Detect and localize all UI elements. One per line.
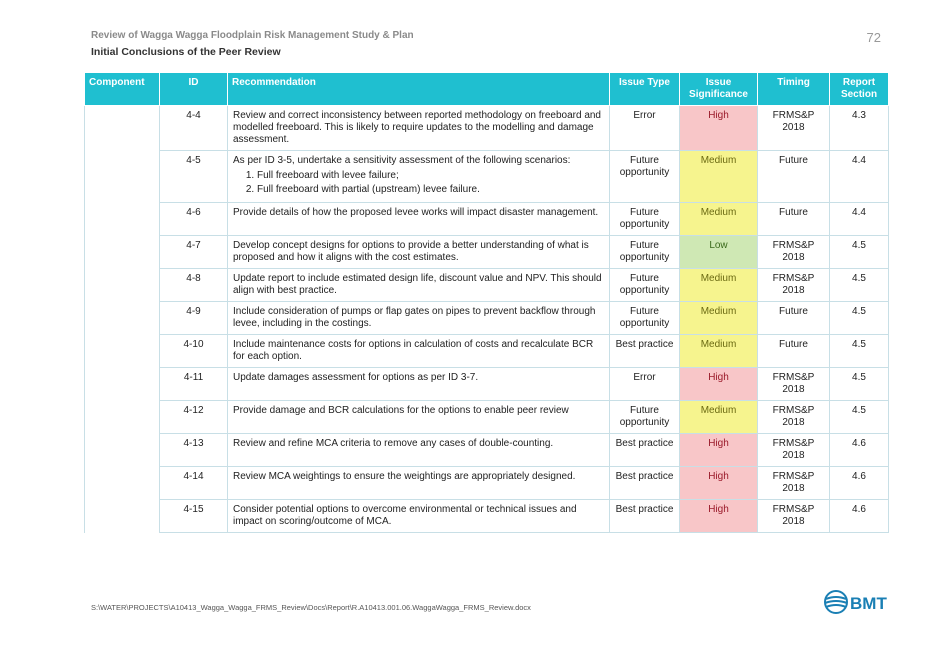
issue-type-cell: Future opportunity: [610, 151, 680, 203]
report-section-cell: 4.5: [830, 269, 889, 302]
timing-cell: FRMS&P 2018: [758, 500, 830, 533]
significance-badge: Medium: [680, 151, 758, 203]
logo-text: BMT: [850, 594, 887, 613]
recommendation-cell: [228, 236, 610, 269]
timing-cell: FRMS&P 2018: [758, 368, 830, 401]
recommendation-text: Provide details of how the proposed levee works will impact disaster management.: [233, 207, 599, 218]
id-cell: 4-10: [160, 335, 228, 368]
recommendation-cell: [228, 151, 610, 203]
report-section-cell: 4.5: [830, 302, 889, 335]
table-row: [85, 335, 889, 368]
table-row: [85, 236, 889, 269]
recommendation-cell: [228, 401, 610, 434]
timing-cell: FRMS&P 2018: [758, 269, 830, 302]
column-header-timing: Timing: [758, 73, 830, 106]
significance-badge: Medium: [680, 401, 758, 434]
recommendation-cell: [228, 106, 610, 151]
report-section-cell: 4.6: [830, 434, 889, 467]
recommendation-text: Review MCA weightings to ensure the weightings are appropriately designed.: [233, 471, 576, 482]
timing-cell: FRMS&P 2018: [758, 236, 830, 269]
recommendation-cell: [228, 335, 610, 368]
id-cell: 4-15: [160, 500, 228, 533]
significance-badge: High: [680, 434, 758, 467]
column-header-component: Component: [85, 73, 160, 106]
timing-cell: Future: [758, 302, 830, 335]
report-section-cell: 4.5: [830, 401, 889, 434]
list-item: 1. Full freeboard with levee failure;: [257, 170, 603, 182]
recommendation-cell: [228, 434, 610, 467]
recommendation-cell: [228, 368, 610, 401]
component-cell: [85, 335, 160, 368]
table-header-row: [85, 73, 889, 106]
timing-cell: Future: [758, 335, 830, 368]
report-section-cell: 4.4: [830, 151, 889, 203]
page-number: 72: [866, 30, 881, 45]
report-section-cell: 4.5: [830, 236, 889, 269]
section-subtitle: Initial Conclusions of the Peer Review: [91, 46, 281, 58]
component-cell: [85, 106, 160, 151]
id-cell: 4-11: [160, 368, 228, 401]
report-section-cell: 4.4: [830, 203, 889, 236]
table-row: [85, 302, 889, 335]
bmt-logo: [823, 589, 893, 617]
component-cell: [85, 368, 160, 401]
document-header-title: Review of Wagga Wagga Floodplain Risk Management Study & Plan: [91, 30, 414, 41]
report-section-cell: 4.6: [830, 500, 889, 533]
component-cell: [85, 151, 160, 203]
report-section-cell: 4.5: [830, 368, 889, 401]
globe-icon: [823, 589, 849, 615]
issue-type-cell: Best practice: [610, 500, 680, 533]
issue-type-cell: Future opportunity: [610, 236, 680, 269]
recommendation-text: Update damages assessment for options as per ID 3-7.: [233, 372, 479, 383]
table-row: [85, 434, 889, 467]
table-row: [85, 401, 889, 434]
recommendation-text: Include maintenance costs for options in calculation of costs and recalculate BCR for each option.: [233, 339, 594, 362]
component-cell: [85, 302, 160, 335]
id-cell: 4-12: [160, 401, 228, 434]
issue-type-cell: Future opportunity: [610, 401, 680, 434]
issue-type-cell: Error: [610, 368, 680, 401]
significance-badge: Medium: [680, 335, 758, 368]
recommendation-text: Include consideration of pumps or flap gates on pipes to prevent backflow through levee, including in the costings.: [233, 306, 596, 329]
significance-badge: Medium: [680, 302, 758, 335]
issue-type-cell: Future opportunity: [610, 302, 680, 335]
issue-type-cell: Future opportunity: [610, 269, 680, 302]
issue-type-cell: Best practice: [610, 434, 680, 467]
report-section-cell: 4.6: [830, 467, 889, 500]
id-cell: 4-5: [160, 151, 228, 203]
significance-badge: High: [680, 467, 758, 500]
component-cell: [85, 467, 160, 500]
component-cell: [85, 269, 160, 302]
component-cell: [85, 203, 160, 236]
component-cell: [85, 500, 160, 533]
significance-badge: High: [680, 500, 758, 533]
table-row: [85, 203, 889, 236]
component-cell: [85, 236, 160, 269]
recommendation-cell: [228, 269, 610, 302]
recommendation-cell: [228, 467, 610, 500]
significance-badge: High: [680, 368, 758, 401]
recommendation-text: Consider potential options to overcome environmental or technical issues and impact on scoring/outcome of MCA.: [233, 504, 577, 527]
significance-badge: Low: [680, 236, 758, 269]
recommendation-cell: [228, 302, 610, 335]
recommendation-text: Review and refine MCA criteria to remove any cases of double-counting.: [233, 438, 554, 449]
timing-cell: Future: [758, 203, 830, 236]
significance-badge: Medium: [680, 203, 758, 236]
significance-badge: Medium: [680, 269, 758, 302]
timing-cell: FRMS&P 2018: [758, 467, 830, 500]
report-section-cell: 4.3: [830, 106, 889, 151]
recommendation-text: Develop concept designs for options to provide a better understanding of what is proposed and how it aligns with the cost estimates.: [233, 240, 589, 263]
recommendation-text: Update report to include estimated design life, discount value and NPV. This should align with best practice.: [233, 273, 602, 296]
recommendations-table: [84, 72, 889, 533]
id-cell: 4-8: [160, 269, 228, 302]
recommendation-text: Review and correct inconsistency between reported methodology on freeboard and modelled freeboard. This is likely to require updates to the modelling and damage assessment.: [233, 110, 601, 145]
table-body: [85, 106, 889, 533]
table-row: [85, 151, 889, 203]
column-header-id: ID: [160, 73, 228, 106]
id-cell: 4-7: [160, 236, 228, 269]
column-header-recommendation: Recommendation: [228, 73, 610, 106]
id-cell: 4-4: [160, 106, 228, 151]
recommendation-text: Provide damage and BCR calculations for the options to enable peer review: [233, 405, 569, 416]
report-section-cell: 4.5: [830, 335, 889, 368]
recommendation-cell: [228, 203, 610, 236]
issue-type-cell: Future opportunity: [610, 203, 680, 236]
table-row: [85, 269, 889, 302]
file-path-footer: S:\WATER\PROJECTS\A10413_Wagga_Wagga_FRMS_Review\Docs\Report\R.A10413.001.06.WaggaWagga_FRMS_Review.docx: [91, 603, 531, 612]
id-cell: 4-14: [160, 467, 228, 500]
id-cell: 4-6: [160, 203, 228, 236]
column-header-report-section: Report Section: [830, 73, 889, 106]
significance-badge: High: [680, 106, 758, 151]
column-header-issue-type: Issue Type: [610, 73, 680, 106]
recommendation-text: As per ID 3-5, undertake a sensitivity assessment of the following scenarios:: [233, 155, 571, 166]
id-cell: 4-9: [160, 302, 228, 335]
issue-type-cell: Best practice: [610, 467, 680, 500]
scenario-list: [233, 170, 603, 196]
table-row: [85, 106, 889, 151]
table-row: [85, 368, 889, 401]
component-cell: [85, 401, 160, 434]
recommendation-cell: [228, 500, 610, 533]
timing-cell: FRMS&P 2018: [758, 434, 830, 467]
column-header-issue-significance: Issue Significance: [680, 73, 758, 106]
issue-type-cell: Error: [610, 106, 680, 151]
list-item: 2. Full freeboard with partial (upstream) levee failure.: [257, 184, 603, 196]
table-row: [85, 467, 889, 500]
issue-type-cell: Best practice: [610, 335, 680, 368]
component-cell: [85, 434, 160, 467]
timing-cell: Future: [758, 151, 830, 203]
timing-cell: FRMS&P 2018: [758, 106, 830, 151]
id-cell: 4-13: [160, 434, 228, 467]
table-row: [85, 500, 889, 533]
timing-cell: FRMS&P 2018: [758, 401, 830, 434]
